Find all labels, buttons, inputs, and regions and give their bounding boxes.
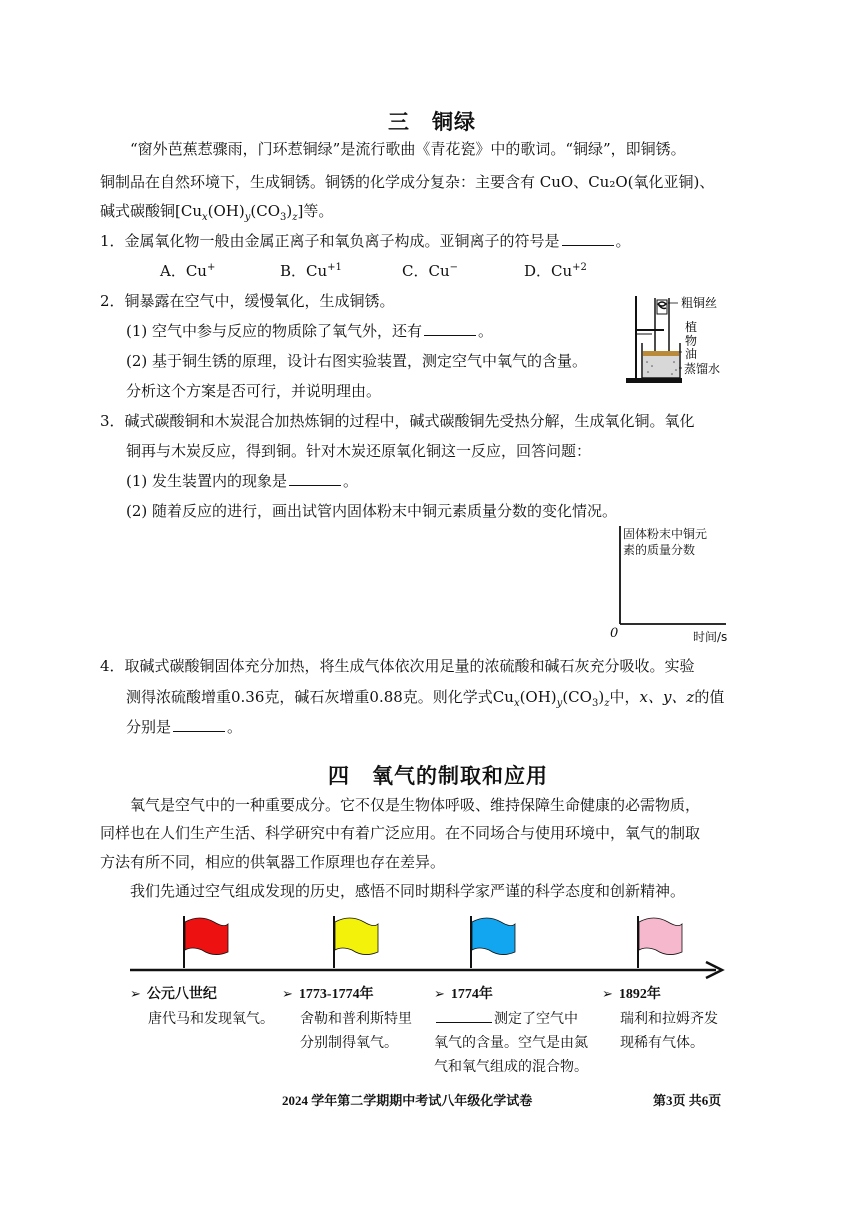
var-x: x [513,698,520,709]
timeline [128,906,728,986]
option-label: A．Cu [160,262,207,280]
label-oil-1: 植 [685,320,698,334]
timeline-text: 测定了空气中 [494,1011,578,1027]
footer-exam-title: 2024 学年第二学期期中考试八年级化学试卷 [282,1093,533,1108]
arrow-bullet-icon: ➢ [282,987,293,1002]
question-end: 。 [478,322,494,340]
timeline-head: 公元八世纪 [146,987,217,1002]
timeline-text: 舍勒和普利斯特里 [300,1011,412,1027]
subscript-3: 3 [280,212,287,223]
option-charge: + [206,262,216,273]
intro-text: ]等。 [297,202,334,220]
footer-page-number: 第3页 共6页 [653,1093,722,1108]
s4-intro-line-4: 我们先通过空气组成发现的历史，感悟不同时期科学家严谨的科学态度和创新精神。 [130,882,686,900]
question-3-sub-2: (2) 随着反应的进行，画出试管内固体粉末中铜元素质量分数的变化情况。 [126,502,618,520]
question-3-line-1: 3．碱式碳酸铜和木炭混合加热炼铜的过程中，碱式碳酸铜先受热分解，生成氧化铜。氧化 [100,412,695,430]
label-oil-3: 油 [685,347,698,361]
timeline-item-3 [434,982,588,1079]
timeline-head: 1892年 [618,987,661,1002]
intro-line-1: “窗外芭蕉惹骤雨，门环惹铜绿”是流行歌曲《青花瓷》中的歌词。“铜绿”，即铜锈。 [130,140,686,158]
graph-y-label-1: 固体粉末中铜元 [623,527,708,541]
q4-vars: x、y、z [639,688,695,706]
formula-part: (OH) [519,688,557,706]
option-charge: +2 [572,262,587,273]
arrow-bullet-icon: ➢ [130,987,141,1002]
timeline-text: 唐代马和发现氧气。 [148,1011,274,1027]
intro-line-3 [100,200,333,223]
flag-1 [184,916,228,968]
graph-origin: 0 [610,626,619,641]
timeline-text: 现稀有气体。 [620,1035,704,1051]
formula-part: (OH) [207,202,245,220]
var-z: z [292,212,298,223]
graph-y-label-2: 素的质量分数 [623,543,696,557]
timeline-head: 1774年 [450,987,493,1002]
timeline-item-1 [130,982,274,1031]
formula-part: ) [286,202,293,220]
question-3-sub-1 [126,470,358,491]
timeline-text-row [434,1007,588,1031]
question-2-sub-2-line-2: 分析这个方案是否可行，并说明理由。 [126,382,382,400]
option-c[interactable] [402,260,458,281]
question-4-line-3 [126,716,242,737]
section-4-title: 四 氧气的制取和应用 [328,764,548,788]
option-charge: − [449,262,459,273]
question-2-sub-1 [126,320,493,341]
question-1 [100,230,631,251]
question-2-sub-2: (2) 基于铜生锈的原理，设计右图实验装置，测定空气中氧气的含量。 [126,352,588,370]
question-4-line-1: 4．取碱式碳酸铜固体充分加热，将生成气体依次用足量的浓硫酸和碱石灰充分吸收。实验 [100,657,695,675]
var-x: x [202,212,208,223]
s4-intro-line-2: 同样也在人们生产生活、科学研究中有着广泛应用。在不同场合与使用环境中，氧气的制取 [100,824,701,842]
option-label: C．Cu [402,262,450,280]
arrow-bullet-icon: ➢ [602,987,613,1002]
q4-text: 的值 [694,688,725,706]
formula-part: (CO [250,202,281,220]
answer-blank[interactable] [424,321,476,336]
flag-2 [334,916,378,968]
label-copper-wire: 粗铜丝 [681,296,718,310]
answer-blank[interactable] [436,1008,492,1023]
timeline-item-4 [602,982,718,1055]
s4-intro-line-1: 氧气是空气中的一种重要成分。它不仅是生物体呼吸、维持保障生命健康的必需物质， [130,796,701,814]
graph-x-label: 时间/s [693,630,728,644]
copper-rust-apparatus [622,288,752,388]
timeline-text: 气和氧气组成的混合物。 [434,1059,588,1075]
option-b[interactable] [280,260,342,281]
subscript-3: 3 [591,698,599,709]
option-charge: +1 [327,262,342,273]
intro-line-2: 铜制品在自然环境下，生成铜锈。铜锈的化学成分复杂：主要含有 CuO、Cu₂O(氧化亚铜)、 [100,173,715,191]
q4-text: 分别是 [126,718,172,736]
flag-3 [471,916,515,968]
blank-answer-graph[interactable] [610,520,730,630]
formula-part: (CO [562,688,592,706]
question-end: 。 [343,472,359,490]
timeline-head: 1773-1774年 [298,987,374,1002]
timeline-text: 瑞利和拉姆齐发 [620,1011,718,1027]
timeline-text: 氧气的含量。空气是由氮 [434,1035,588,1051]
question-1-text: 1．金属氧化物一般由金属正离子和氧负离子构成。亚铜离子的符号是 [100,232,560,250]
answer-blank[interactable] [562,231,614,246]
var-y: y [556,698,563,709]
formula-part: ) [598,688,605,706]
timeline-text: 分别制得氧气。 [300,1035,398,1051]
sub-question-text: (1) 空气中参与反应的物质除了氧气外，还有 [126,322,423,340]
q4-text: 中， [609,688,640,706]
label-water: 蒸馏水 [684,362,721,376]
timeline-item-2 [282,982,412,1055]
flag-4 [638,916,682,968]
sub-question-text: (1) 发生装置内的现象是 [126,472,288,490]
var-z: z [604,698,610,709]
answer-blank[interactable] [173,717,225,732]
s4-intro-line-3: 方法有所不同，相应的供氧器工作原理也存在差异。 [100,853,446,871]
option-a[interactable] [160,260,215,281]
section-3-title: 三 铜绿 [388,110,476,134]
var-y: y [244,212,251,223]
question-end: 。 [615,232,631,250]
option-d[interactable] [524,260,587,281]
question-2: 2．铜暴露在空气中，缓慢氧化，生成铜锈。 [100,292,395,310]
answer-blank[interactable] [289,471,341,486]
option-label: B．Cu [280,262,328,280]
question-3-line-2: 铜再与木炭反应，得到铜。针对木炭还原氧化铜这一反应，回答问题： [126,442,592,460]
option-label: D．Cu [524,262,573,280]
q4-text: 测得浓硫酸增重0.36克，碱石灰增重0.88克。则化学式Cu [126,688,514,706]
question-4-line-2 [126,686,724,709]
label-oil-2: 物 [685,334,698,348]
intro-text: 碱式碳酸铜[Cu [100,202,202,220]
arrow-bullet-icon: ➢ [434,987,445,1002]
question-end: 。 [227,718,243,736]
